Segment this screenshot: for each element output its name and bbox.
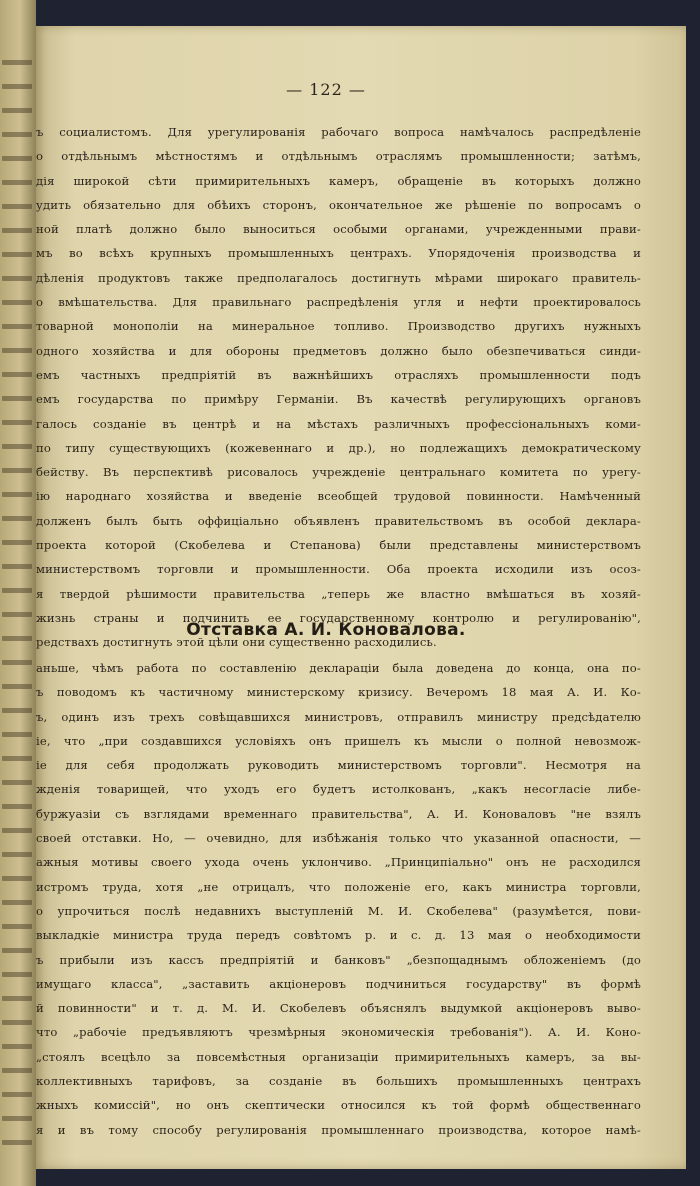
facing-page-text-shadow — [2, 804, 32, 809]
facing-page-text-shadow — [2, 636, 32, 641]
facing-page-text-shadow — [2, 300, 32, 305]
text-line: о отдѣльнымъ мѣстностямъ и отдѣльнымъ отраслямъ промышленности; затѣмъ, — [36, 149, 641, 164]
text-line: долженъ былъ быть оффиціально объявленъ правительствомъ въ особой деклара- — [36, 513, 641, 528]
text-line: по типу существующихъ (кожевеннаго и др.), но подлежащихъ демократическому — [36, 440, 641, 455]
section-heading: Отставка А. И. Коновалова. — [186, 620, 466, 640]
text-line: проекта которой (Скобелева и Степанова) были представлены министерствомъ — [36, 538, 641, 553]
facing-page-text-shadow — [2, 108, 32, 113]
facing-page-text-shadow — [2, 1092, 32, 1097]
facing-page-text-shadow — [2, 684, 32, 689]
facing-page-text-shadow — [2, 900, 32, 905]
text-line: своей отставки. Но, — очевидно, для избѣжанія только что указанной опасности, — — [36, 831, 641, 846]
text-line: й повинности" и т. д. М. И. Скобелевъ объяснялъ выдумкой акціонеровъ выво- — [36, 1001, 641, 1016]
facing-page-text-shadow — [2, 972, 32, 977]
facing-page-text-shadow — [2, 876, 32, 881]
text-line: я и въ тому способу регулированія промышленнаго производства, которое намѣ- — [36, 1122, 641, 1137]
text-line: коллективныхъ тарифовъ, за созданіе въ большихъ промышленныхъ центрахъ — [36, 1074, 641, 1089]
facing-page-text-shadow — [2, 1020, 32, 1025]
text-line: емъ государства по примѣру Германіи. Въ качествѣ регулирующихъ органовъ — [36, 392, 641, 407]
text-line: товарной монополіи на минеральное топливо. Производство другихъ нужныхъ — [36, 319, 641, 334]
text-line: мъ во всѣхъ крупныхъ промышленныхъ центрахъ. Упорядоченія производства и — [36, 246, 641, 261]
paragraph-konovalov — [36, 656, 641, 1142]
facing-page-text-shadow — [2, 756, 32, 761]
facing-page-text-shadow — [2, 828, 32, 833]
text-line: министерствомъ торговли и промышленности. Оба проекта исходили изъ осоз- — [36, 562, 641, 577]
text-line: емъ частныхъ предпріятій въ важнѣйшихъ отрасляхъ промышленности подъ — [36, 367, 641, 382]
facing-page-text-shadow — [2, 612, 32, 617]
left-facing-page — [0, 0, 36, 1186]
facing-page-text-shadow — [2, 180, 32, 185]
facing-page-text-shadow — [2, 780, 32, 785]
text-line: ъ прибыли изъ кассъ предпріятій и банковъ" „безпощаднымъ обложеніемъ (до — [36, 952, 641, 967]
text-line: дѣленія продуктовъ также предполагалось достигнуть мѣрами широкаго правитель- — [36, 270, 641, 285]
text-line: буржуазіи съ взглядами временнаго правительства", А. И. Коноваловъ "не взялъ — [36, 806, 641, 821]
facing-page-text-shadow — [2, 84, 32, 89]
facing-page-text-shadow — [2, 588, 32, 593]
facing-page-text-shadow — [2, 732, 32, 737]
facing-page-text-shadow — [2, 660, 32, 665]
text-line: ъ социалистомъ. Для урегулированія рабочаго вопроса намѣчалось распредѣленіе — [36, 125, 641, 139]
text-line: что „рабочіе предъявляютъ чрезмѣрныя экономическія требованія"). А. И. Коно- — [36, 1025, 641, 1040]
text-line: бейству. Въ перспективѣ рисовалось учрежденіе центральнаго комитета по урегу- — [36, 465, 641, 480]
facing-page-text-shadow — [2, 708, 32, 713]
facing-page-text-shadow — [2, 948, 32, 953]
facing-page-text-shadow — [2, 564, 32, 569]
text-line: я твердой рѣшимости правительства „теперь же властно вмѣшаться въ хозяй- — [36, 586, 641, 601]
facing-page-text-shadow — [2, 516, 32, 521]
facing-page-text-shadow — [2, 324, 32, 329]
text-line: галось созданіе въ центрѣ и на мѣстахъ различныхъ профессіональныхъ коми- — [36, 416, 641, 431]
facing-page-text-shadow — [2, 132, 32, 137]
facing-page-text-shadow — [2, 396, 32, 401]
text-line: „стоялъ всецѣло за повсемѣстныя организаціи примирительныхъ камеръ, за вы- — [36, 1049, 641, 1064]
text-line: редствахъ достигнуть этой цѣли они существенно расходились. — [36, 635, 437, 650]
facing-page-text-shadow — [2, 204, 32, 209]
text-line: жизнь страны и подчинить ее государственному контролю и регулированію", — [36, 610, 641, 625]
facing-page-text-shadow — [2, 228, 32, 233]
text-line: жденія товарищей, что уходъ его будетъ истолкованъ, „какъ несогласіе либе- — [36, 782, 641, 797]
text-line: ажныя мотивы своего ухода очень уклончиво. „Принципіально" онъ не расходился — [36, 855, 641, 870]
book-page — [36, 26, 686, 1169]
text-line: іе для себя продолжать руководить министерствомъ торговли". Несмотря на — [36, 758, 641, 773]
text-line: выкладкіе министра труда передъ совѣтомъ р. и с. д. 13 мая о необходимости — [36, 928, 641, 943]
paragraph-main — [36, 120, 641, 655]
facing-page-text-shadow — [2, 276, 32, 281]
text-line: аньше, чѣмъ работа по составленію деклараціи была доведена до конца, она по- — [36, 661, 641, 675]
facing-page-text-shadow — [2, 252, 32, 257]
text-line: о упрочиться послѣ недавнихъ выступленій М. И. Скобелева" (разумѣется, пови- — [36, 903, 641, 918]
text-line: ной платѣ должно было выноситься особыми органами, учрежденными прави- — [36, 222, 641, 237]
text-line: ію народнаго хозяйства и введеніе всеобщей трудовой повинности. Намѣченный — [36, 489, 641, 504]
facing-page-text-shadow — [2, 540, 32, 545]
facing-page-text-shadow — [2, 420, 32, 425]
facing-page-text-shadow — [2, 156, 32, 161]
text-line: ъ поводомъ къ частичному министерскому кризису. Вечеромъ 18 мая А. И. Ко- — [36, 685, 641, 700]
facing-page-text-shadow — [2, 1044, 32, 1049]
text-line: удить обязательно для обѣихъ сторонъ, окончательное же рѣшеніе по вопросамъ о — [36, 197, 641, 212]
text-line: іе, что „при создавшихся условіяхъ онъ пришелъ къ мысли о полной невозмож- — [36, 733, 641, 748]
facing-page-text-shadow — [2, 852, 32, 857]
text-line: ъ, одинъ изъ трехъ совѣщавшихся министровъ, отправилъ министру предсѣдателю — [36, 709, 641, 724]
facing-page-text-shadow — [2, 60, 32, 65]
page-number: — 122 — — [286, 80, 366, 99]
facing-page-text-shadow — [2, 444, 32, 449]
facing-page-text-shadow — [2, 468, 32, 473]
text-line: дія широкой сѣти примирительныхъ камеръ, обращеніе въ которыхъ должно — [36, 173, 641, 188]
text-line: о вмѣшательства. Для правильнаго распредѣленія угля и нефти проектировалось — [36, 295, 641, 310]
facing-page-text-shadow — [2, 492, 32, 497]
facing-page-text-shadow — [2, 372, 32, 377]
text-line: жныхъ комиссій", но онъ скептически относился къ той формѣ общественнаго — [36, 1098, 641, 1113]
facing-page-text-shadow — [2, 1116, 32, 1121]
facing-page-text-shadow — [2, 996, 32, 1001]
text-line: имущаго класса", „заставить акціонеровъ подчиниться государству" въ формѣ — [36, 976, 641, 991]
facing-page-text-shadow — [2, 348, 32, 353]
text-line: истромъ труда, хотя „не отрицалъ, что положеніе его, какъ министра торговли, — [36, 879, 641, 894]
facing-page-text-shadow — [2, 924, 32, 929]
text-line: одного хозяйства и для обороны предметовъ должно было обезпечиваться синди- — [36, 343, 641, 358]
facing-page-text-shadow — [2, 1140, 32, 1145]
facing-page-text-shadow — [2, 1068, 32, 1073]
